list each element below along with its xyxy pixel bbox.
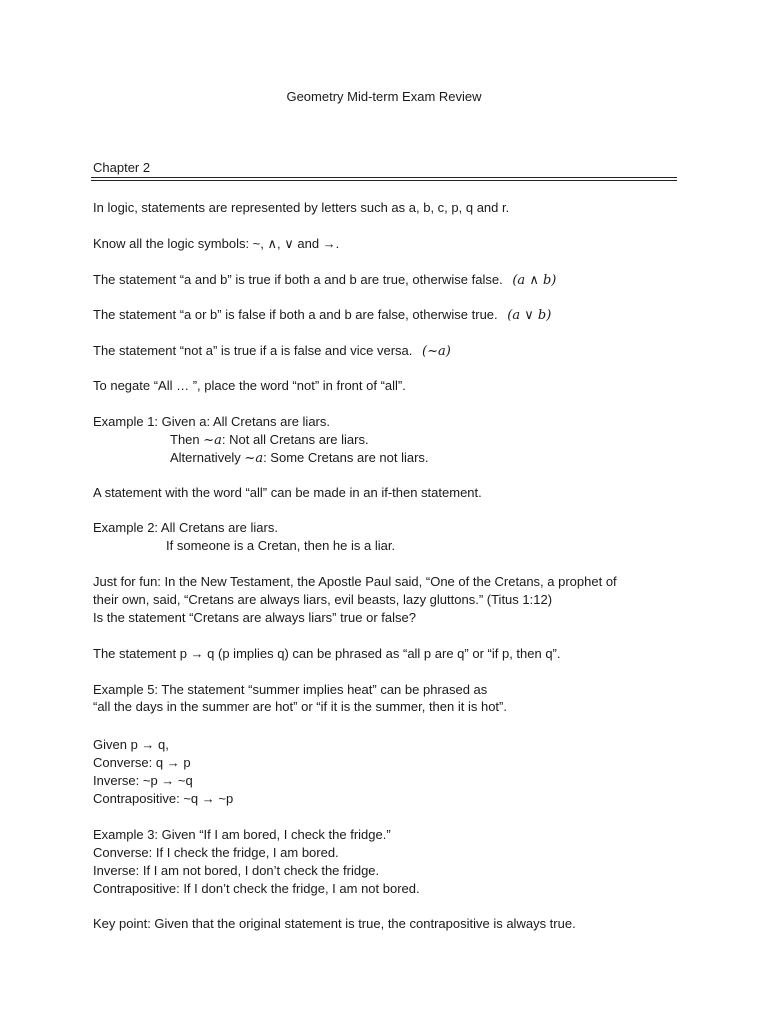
text-line-and	[93, 271, 556, 290]
example1-alt-prefix: Alternatively	[170, 450, 245, 465]
example1-then-math: ~a	[203, 433, 222, 448]
double-rule-top	[91, 177, 677, 178]
example1-then-prefix: Then	[170, 432, 204, 447]
text-line-or	[93, 306, 551, 325]
fun-line-2: their own, said, “Cretans are always liars, evil beasts, lazy gluttons.” (Titus 1:12)	[93, 592, 553, 607]
text-line-symbols: Know all the logic symbols: ~, ∧, ∨ and →.	[93, 236, 340, 251]
example1-alt-math: ~a	[244, 451, 264, 466]
chapter-heading: Chapter 2	[93, 160, 151, 175]
double-rule-bottom	[91, 180, 677, 181]
example3-inverse: Inverse: If I am not bored, I don’t check the fridge.	[93, 863, 380, 878]
example5-line-2: “all the days in the summer are hot” or “if it is the summer, then it is hot”.	[93, 699, 507, 714]
text-line-all-ifthen: A statement with the word “all” can be made in an if-then statement.	[93, 485, 482, 500]
not-formula: (~a)	[422, 344, 451, 359]
fun-line-1: Just for fun: In the New Testament, the Apostle Paul said, “One of the Cretans, a prophet of	[93, 574, 617, 589]
example1-then	[170, 431, 369, 450]
text-line-statements: In logic, statements are represented by letters such as a, b, c, p, q and r.	[93, 200, 510, 215]
example5-line-1: Example 5: The statement “summer implies heat” can be phrased as	[93, 682, 488, 697]
example1-then-text: : Not all Cretans are liars.	[221, 432, 369, 447]
or-formula: (a ∨ b)	[507, 308, 552, 323]
text-line-implies: The statement p → q (p implies q) can be phrased as “all p are q” or “if p, then q”.	[93, 646, 561, 661]
example3-converse: Converse: If I check the fridge, I am bored.	[93, 845, 339, 860]
given-implication: Given p → q,	[93, 737, 169, 752]
text-line-negate: To negate “All … ”, place the word “not” in front of “all”.	[93, 378, 406, 393]
page-title: Geometry Mid-term Exam Review	[286, 89, 482, 104]
text-line-not	[93, 342, 451, 361]
example1-given: Example 1: Given a: All Cretans are liars.	[93, 414, 330, 429]
or-description: The statement “a or b” is false if both a and b are false, otherwise true.	[93, 307, 498, 322]
example2-statement: Example 2: All Cretans are liars.	[93, 520, 278, 535]
and-description: The statement “a and b” is true if both a and b are true, otherwise false.	[93, 272, 503, 287]
fun-line-3: Is the statement “Cretans are always liars” true or false?	[93, 610, 416, 625]
inverse-definition: Inverse: ~p → ~q	[93, 773, 193, 788]
contrapositive-definition: Contrapositive: ~q → ~p	[93, 791, 234, 806]
example1-alt-text: : Some Cretans are not liars.	[263, 450, 429, 465]
example3-given: Example 3: Given “If I am bored, I check the fridge.”	[93, 827, 391, 842]
and-formula: (a ∧ b)	[512, 273, 557, 288]
key-point: Key point: Given that the original statement is true, the contrapositive is always true.	[93, 916, 576, 931]
example3-contrapositive: Contrapositive: If I don’t check the fridge, I am not bored.	[93, 881, 420, 896]
example2-ifthen: If someone is a Cretan, then he is a liar.	[166, 538, 396, 553]
example1-alternatively	[170, 449, 429, 468]
not-description: The statement “not a” is true if a is false and vice versa.	[93, 343, 413, 358]
converse-definition: Converse: q → p	[93, 755, 191, 770]
